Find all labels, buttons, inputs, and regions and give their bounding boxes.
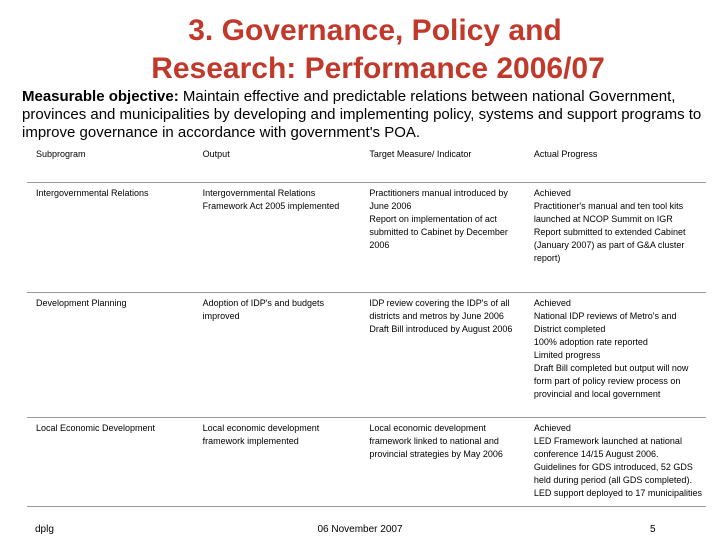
header-output: Output [194, 143, 361, 183]
table-row [27, 183, 706, 293]
cell-output: Adoption of IDP's and budgets improved [194, 293, 361, 418]
target-item: Report on implementation of act submitted to Cabinet by December 2006 [369, 214, 508, 250]
slide-title-line-1: 3. Governance, Policy and [188, 14, 562, 47]
progress-item: Achieved [533, 188, 571, 198]
cell-subprogram: Intergovernmental Relations [27, 183, 194, 293]
cell-target: Local economic development framework linked to national and provincial strategies by May 2006 [360, 418, 525, 507]
objective-label: Measurable objective: [22, 88, 179, 105]
cell-target [360, 183, 525, 293]
header-target: Target Measure/ Indicator [360, 143, 525, 183]
page-number: 5 [650, 524, 656, 535]
header-progress: Actual Progress [525, 143, 706, 183]
progress-item: Report submitted to extended Cabinet (January 2007) as part of G&A cluster report) [533, 227, 686, 263]
progress-item: LED Framework launched at national conference 14/15 August 2006. Guidelines for GDS introduced, 52 GDS held during period (all GDS completed). LED support deployed to 17 municipalities [533, 436, 702, 498]
cell-subprogram: Development Planning [27, 293, 194, 418]
slide-title-line-2: Research: Performance 2006/07 [151, 52, 605, 85]
progress-item: Achieved [533, 423, 571, 433]
cell-progress [525, 293, 706, 418]
measurable-objective [22, 88, 712, 142]
table-header-row [27, 143, 706, 183]
progress-item: Limited progress [533, 350, 601, 360]
progress-item: Achieved [533, 298, 571, 308]
cell-progress [525, 183, 706, 293]
target-item: Practitioners manual introduced by June 2006 [369, 188, 508, 211]
target-item: IDP review covering the IDP's of all districts and metros by June 2006 [369, 298, 510, 321]
table-row [27, 293, 706, 418]
table-row [27, 418, 706, 507]
cell-target [360, 293, 525, 418]
progress-item: 100% adoption rate reported [533, 337, 648, 347]
footer-organisation: dplg [35, 524, 54, 535]
cell-output: Intergovernmental Relations Framework Act 2005 implemented [194, 183, 361, 293]
cell-progress [525, 418, 706, 507]
performance-table [27, 143, 706, 507]
cell-subprogram: Local Economic Development [27, 418, 194, 507]
progress-item: Practitioner's manual and ten tool kits launched at NCOP Summit on IGR [533, 201, 684, 224]
progress-item: National IDP reviews of Metro's and District completed [533, 311, 677, 334]
target-item: Draft Bill introduced by August 2006 [369, 324, 513, 334]
progress-item: Draft Bill completed but output will now form part of policy review process on provincial and local government [533, 363, 689, 399]
cell-output: Local economic development framework implemented [194, 418, 361, 507]
objective-text: Maintain effective and predictable relations between national Government, provinces and municipalities by developing and implementing policy, systems and support programs to improve governance in accordance with government's POA. [22, 88, 702, 141]
header-subprogram: Subprogram [27, 143, 194, 183]
footer-date: 06 November 2007 [317, 524, 403, 535]
